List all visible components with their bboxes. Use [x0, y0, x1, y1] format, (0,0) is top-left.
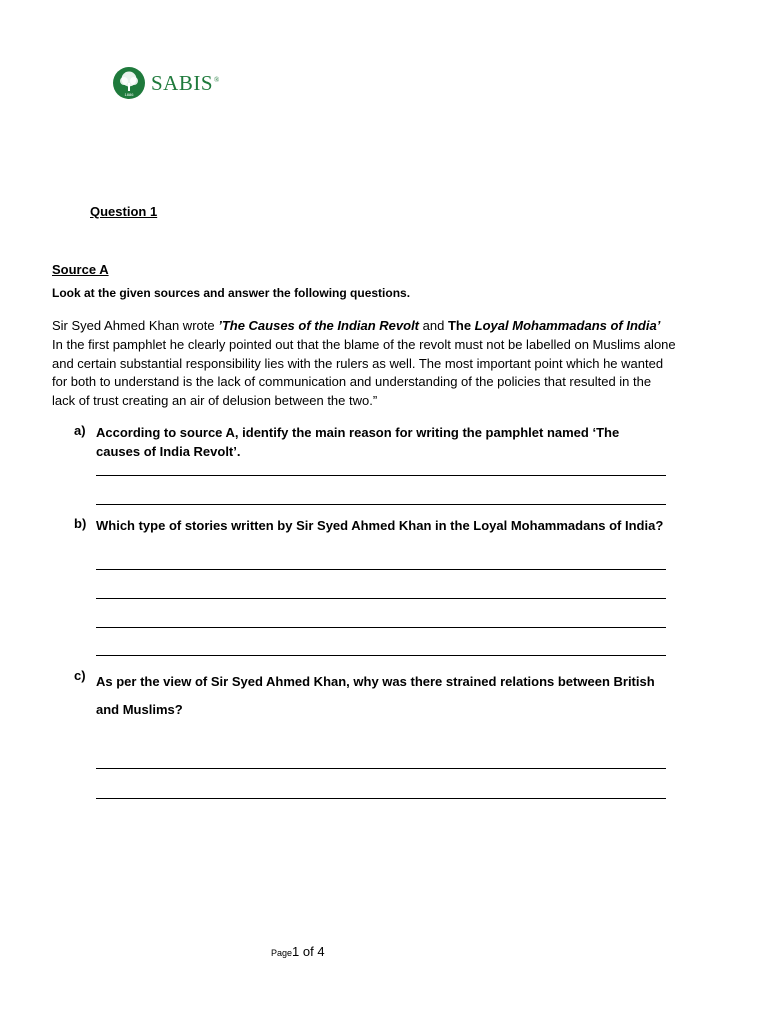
answer-line[interactable]: [96, 768, 666, 769]
answer-line[interactable]: [96, 569, 666, 570]
question-letter: b): [74, 516, 87, 531]
question-letter: c): [74, 668, 86, 683]
sabis-logo: [112, 66, 219, 100]
tree-emblem-icon: [112, 66, 146, 100]
pamphlet-title-1: ’The Causes of the Indian Revolt: [218, 318, 420, 333]
question-letter: a): [74, 423, 86, 438]
question-text: As per the view of Sir Syed Ahmed Khan, why was there strained relations between British and Muslims?: [96, 674, 655, 717]
answer-line[interactable]: [96, 475, 666, 476]
intro-the: The: [447, 318, 475, 333]
registered-mark: ®: [214, 75, 220, 84]
source-title: Source A: [52, 262, 109, 277]
pamphlet-title-2: Loyal Mohammadans of India’: [474, 318, 661, 333]
answer-line[interactable]: [96, 627, 666, 628]
logo-year: 1886: [124, 92, 134, 97]
intro-connector: and: [419, 318, 448, 333]
answer-line[interactable]: [96, 798, 666, 799]
page-word: Page: [271, 948, 293, 958]
page-number: 1: [292, 944, 300, 959]
answer-line[interactable]: [96, 655, 666, 656]
question-text: According to source A, identify the main reason for writing the pamphlet named ‘The causes of India Revolt’.: [96, 425, 620, 459]
source-intro: [52, 318, 660, 333]
answer-line[interactable]: [96, 504, 666, 505]
intro-prefix: Sir Syed Ahmed Khan wrote: [52, 318, 219, 333]
answer-line[interactable]: [96, 598, 666, 599]
instruction: Look at the given sources and answer the following questions.: [52, 286, 411, 300]
brand-name: SABIS®: [151, 70, 220, 95]
question-text: Which type of stories written by Sir Syed Ahmed Khan in the Loyal Mohammadans of India?: [96, 518, 664, 533]
question-title: Question 1: [90, 204, 158, 219]
page-footer: [271, 944, 325, 959]
source-paragraph: In the first pamphlet he clearly pointed out that the blame of the revolt must not be labelled on Muslims alone and certain substantial responsibility lies with the rulers as well. The most important point which he wanted for both to understand is the lack of communication and understanding of the policies that resulted in the lack of trust creating an air of delusion between the two.”: [52, 337, 676, 408]
page-total: of 4: [299, 944, 325, 959]
